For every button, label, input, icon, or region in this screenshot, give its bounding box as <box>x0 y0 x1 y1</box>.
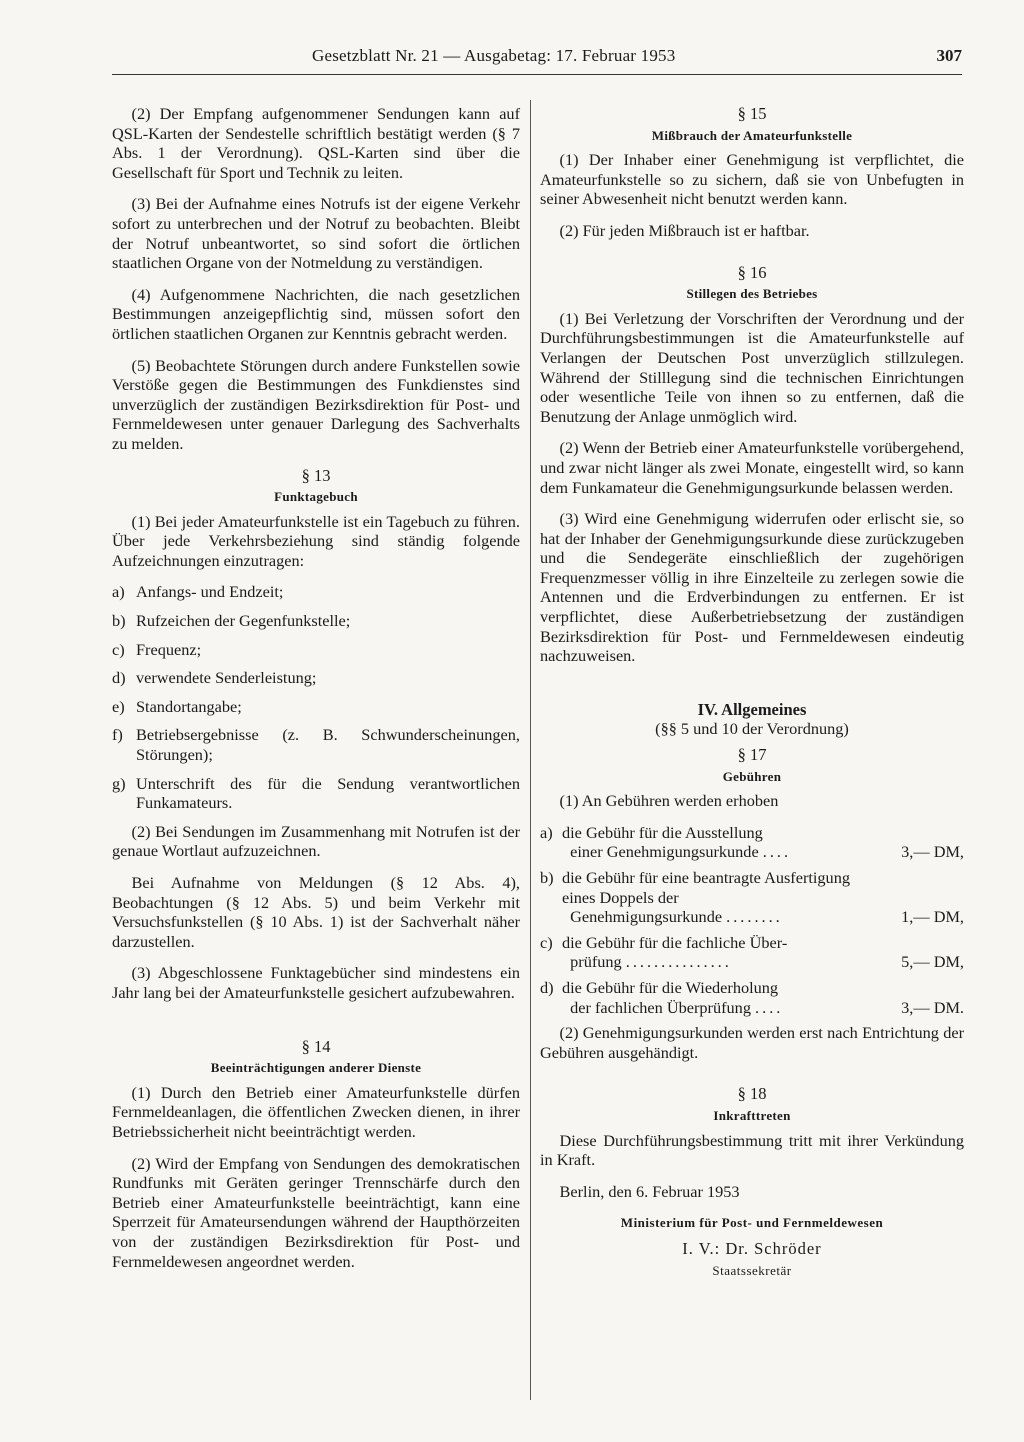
paragraph-17-2: (2) Genehmigungsurkunden werden erst nach Entrichtung der Gebühren ausgehändigt. <box>540 1023 964 1062</box>
paragraph-16-3: (3) Wird eine Genehmigung widerrufen oder erlischt sie, so hat der Inhaber der Genehmigungsurkunde diese zurückzugeben und die Sendegeräte einschließlich der zugehörigen Frequenzmesser völlig in ihre Einzelteile zu zerlegen sowie die Antennen und die Erdverbindungen zu entfernen. Er ist verpflichtet, diese Außerbetriebsetzung der zuständigen Bezirksdirektion für Post- und Fernmeldewesen eindeutig nachzuweisen. <box>540 509 964 666</box>
section-15-number: § 15 <box>737 104 767 123</box>
section-13-title: Funktagebuch <box>274 489 358 505</box>
paragraph-16-2: (2) Wenn der Betrieb einer Amateurfunkstelle vorübergehend, und zwar nicht länger als zwei Monate, eingestellt wird, so kann dem Funkamateur die Genehmigungsurkunde belassen werden. <box>540 438 964 497</box>
list-item: g) Unterschrift des für die Sendung verantwortlichen Funkamateurs. <box>112 773 520 813</box>
list-item: e) Standortangabe; <box>112 696 242 716</box>
chapter-title: IV. Allgemeines <box>697 699 807 719</box>
fee-list <box>540 823 964 1017</box>
fee-amount: 3,— DM. <box>901 997 964 1017</box>
signer-name: I. V.: Dr. Schröder <box>682 1238 822 1258</box>
gazette-title: Gesetzblatt Nr. 21 — Ausgabetag: 17. Februar 1953 <box>312 46 676 65</box>
paragraph-15-2: (2) Für jeden Mißbrauch ist er haftbar. <box>559 220 810 240</box>
fee-amount: 5,— DM, <box>901 952 964 972</box>
paragraph-17-1: (1) An Gebühren werden erhoben <box>559 791 779 811</box>
page-number: 307 <box>936 46 962 65</box>
list-item: a) Anfangs- und Endzeit; <box>112 582 284 602</box>
left-column <box>112 104 520 1283</box>
section-16-title: Stillegen des Betriebes <box>686 286 818 302</box>
section-15-title: Mißbrauch der Amateurfunkstelle <box>651 127 853 143</box>
list-item: f) Betriebsergebnisse (z. B. Schwunderscheinungen, Störungen); <box>112 725 520 765</box>
header-rule <box>112 74 962 75</box>
paragraph-13-3: (3) Abgeschlossene Funktagebücher sind mindestens ein Jahr lang bei der Amateurfunkstelle gesichert aufzubewahren. <box>112 963 520 1002</box>
ministry-name: Ministerium für Post- und Fernmeldewesen <box>620 1215 884 1231</box>
list-item: d) verwendete Senderleistung; <box>112 668 317 688</box>
fee-item: d) die Gebühr für die Wiederholung der fachlichen Überprüfung .... 3,— DM. <box>540 977 964 1017</box>
fee-item: c) die Gebühr für die fachliche Über- prüfung ............... 5,— DM, <box>540 932 964 972</box>
section-18-title: Inkrafttreten <box>713 1107 791 1123</box>
fee-amount: 1,— DM, <box>901 907 964 927</box>
place-date: Berlin, den 6. Februar 1953 <box>559 1181 740 1201</box>
section-17-number: § 17 <box>737 745 767 765</box>
signer-role: Staatssekretär <box>712 1262 792 1278</box>
paragraph-12-5: (5) Beobachtete Störungen durch andere Funkstellen sowie Verstöße gegen die Bestimmungen des Funkdienstes sind unverzüglich der zuständigen Bezirksdirektion für Post- und Fernmeldewesen unter genauer Darlegung des Sachverhalts zu melden. <box>112 355 520 453</box>
paragraph-13-2b: Bei Aufnahme von Meldungen (§ 12 Abs. 4), Beobachtungen (§ 12 Abs. 5) und beim Verkehr mit Versuchsfunkstellen (§ 10 Abs. 1) ist der Sachverhalt näher darzustellen. <box>112 873 520 951</box>
paragraph-12-4: (4) Aufgenommene Nachrichten, die nach gesetzlichen Bestimmungen anzeigepflichtig sind, müssen sofort den örtlichen staatlichen Organen zur Kenntnis gebracht werden. <box>112 284 520 343</box>
logbook-items-list <box>112 582 520 812</box>
list-item: c) Frequenz; <box>112 639 202 659</box>
paragraph-15-1: (1) Der Inhaber einer Genehmigung ist verpflichtet, die Amateurfunkstelle so zu sichern, daß sie von Unbefugten in seiner Abwesenheit nicht benutzt werden kann. <box>540 150 964 209</box>
paragraph-13-1: (1) Bei jeder Amateurfunkstelle ist ein Tagebuch zu führen. Über jede Verkehrsbeziehung sind ständig folgende Aufzeichnungen einzutragen: <box>112 511 520 570</box>
section-18-number: § 18 <box>737 1084 767 1104</box>
chapter-subtitle: (§§ 5 und 10 der Verordnung) <box>655 719 849 739</box>
fee-item: b) die Gebühr für eine beantragte Ausfertigung eines Doppels der Genehmigungsurkunde ........ 1,— DM, <box>540 868 964 927</box>
section-16-number: § 16 <box>737 262 767 282</box>
fee-amount: 3,— DM, <box>901 842 964 862</box>
paragraph-16-1: (1) Bei Verletzung der Vorschriften der Verordnung und der Durchführungsbestimmungen ist die Amateurfunkstelle auf Verlangen der Deutschen Post unverzüglich stillzulegen. Während der Stilllegung sind die technischen Einrichtungen oder wesentliche Teile von ihnen so zu entfernen, daß die Benutzung der Anlage unmöglich wird. <box>540 308 964 426</box>
column-divider <box>530 100 531 1400</box>
section-13-number: § 13 <box>301 465 331 485</box>
section-14-title: Beeinträchtigungen anderer Dienste <box>210 1060 422 1076</box>
paragraph-14-2: (2) Wird der Empfang von Sendungen des demokratischen Rundfunks mit Geräten geringer Trennschärfe durch den Betrieb einer Amateurfunkstelle beeinträchtigt, kann eine Sperrzeit für Amateursendungen während der Haupthörzeiten von der zuständigen Bezirksdirektion für Post- und Fernmeldewesen angeordnet werden. <box>112 1153 520 1271</box>
fee-item: a) die Gebühr für die Ausstellung einer Genehmigungsurkunde .... 3,— DM, <box>540 822 964 862</box>
section-17-title: Gebühren <box>722 768 782 784</box>
paragraph-12-2: (2) Der Empfang aufgenommener Sendungen kann auf QSL-Karten der Sendestelle schriftlich bestätigt werden (§ 7 Abs. 1 der Verordnung). QSL-Karten sind über die Gesellschaft für Sport und Technik zu leiten. <box>112 104 520 182</box>
paragraph-14-1: (1) Durch den Betrieb einer Amateurfunkstelle dürfen Fernmeldeanlagen, die öffentlichen Zwecken dienen, in ihrer Betriebssicherheit nicht beeinträchtigt werden. <box>112 1082 520 1141</box>
paragraph-13-2: (2) Bei Sendungen im Zusammenhang mit Notrufen ist der genaue Wortlaut aufzuzeichnen. <box>112 821 520 861</box>
paragraph-18-1: Diese Durchführungsbestimmung tritt mit ihrer Verkündung in Kraft. <box>540 1130 964 1170</box>
page-header <box>112 46 962 76</box>
list-item: b) Rufzeichen der Gegenfunkstelle; <box>112 611 351 631</box>
section-14-number: § 14 <box>301 1036 331 1056</box>
paragraph-12-3: (3) Bei der Aufnahme eines Notrufs ist der eigene Verkehr sofort zu unterbrechen und der Notruf zu beobachten. Bleibt der Notruf unbeantwortet, so sind sofort die örtlichen staatlichen Organe von der Notmeldung zu verständigen. <box>112 194 520 273</box>
right-column <box>540 104 964 1280</box>
